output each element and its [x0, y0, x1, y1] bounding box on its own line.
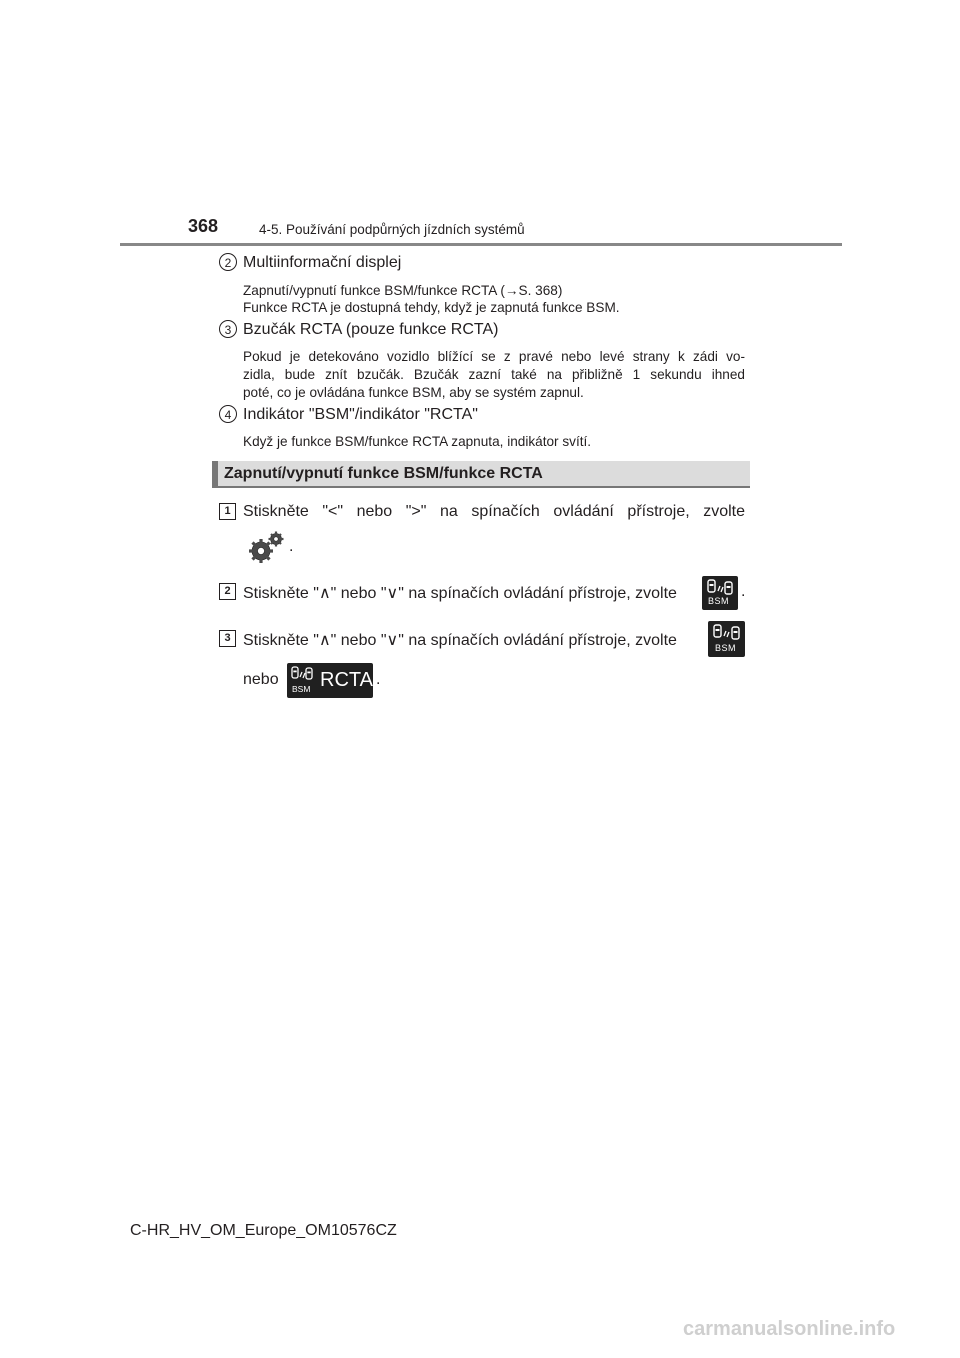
section-title: Zapnutí/vypnutí funkce BSM/funkce RCTA	[224, 465, 543, 482]
item-marker-2: 2	[219, 253, 237, 271]
item-body-line: Když je funkce BSM/funkce RCTA zapnuta, indikátor svítí.	[243, 434, 592, 449]
item-body-line: Zapnutí/vypnutí funkce BSM/funkce RCTA (→S. 368)	[243, 283, 563, 298]
item-body-line: poté, co je ovládána funkce BSM, aby se systém zapnul.	[243, 385, 584, 400]
bsm-rcta-icon	[287, 663, 373, 698]
bsm-icon-label: BSM	[715, 643, 737, 653]
bsm-icon	[708, 621, 745, 657]
step-number-3: 3	[219, 630, 236, 647]
step-text: Stiskněte "∧" nebo "∨" na spínačích ovládání přístroje, zvolte	[243, 632, 677, 649]
section-header-underline	[212, 486, 750, 488]
step-period: .	[741, 583, 746, 600]
item-title-indicator: Indikátor "BSM"/indikátor "RCTA"	[243, 406, 478, 423]
step-period: .	[289, 538, 294, 555]
item-body-line: Funkce RCTA je dostupná tehdy, když je zapnutá funkce BSM.	[243, 300, 620, 315]
item-marker-4: 4	[219, 405, 237, 423]
bsm-icon-label: BSM	[708, 596, 730, 606]
bsm-rcta-icon-rcta-label: RCTA	[320, 669, 373, 691]
item-title-buzzer: Bzučák RCTA (pouze funkce RCTA)	[243, 321, 499, 338]
bsm-rcta-icon-bsm-label: BSM	[292, 684, 311, 694]
step-text: Stiskněte "∧" nebo "∨" na spínačích ovládání přístroje, zvolte	[243, 585, 677, 602]
item-body-line: zidla, bude znít bzučák. Bzučák zazní také na přibližně 1 sekundu ihned	[243, 367, 745, 382]
chapter-title: 4-5. Používání podpůrných jízdních systémů	[259, 222, 525, 237]
step-number-1: 1	[219, 503, 236, 520]
step-or-word: nebo	[243, 671, 279, 688]
item-body-line: Pokud je detekováno vozidlo blížící se z pravé nebo levé strany k zádi vo-	[243, 349, 745, 364]
step-number-2: 2	[219, 583, 236, 600]
watermark: carmanualsonline.info	[683, 1318, 896, 1340]
item-marker-3: 3	[219, 320, 237, 338]
header-rule	[120, 243, 842, 246]
page-number: 368	[188, 216, 219, 236]
bsm-icon	[702, 576, 738, 610]
step-period: .	[376, 671, 381, 688]
document-code: C-HR_HV_OM_Europe_OM10576CZ	[130, 1222, 397, 1239]
settings-gears-icon	[247, 530, 287, 564]
step-text: Stiskněte "<" nebo ">" na spínačích ovládání přístroje, zvolte	[243, 503, 745, 520]
item-title-multiinfo: Multiinformační displej	[243, 254, 402, 271]
